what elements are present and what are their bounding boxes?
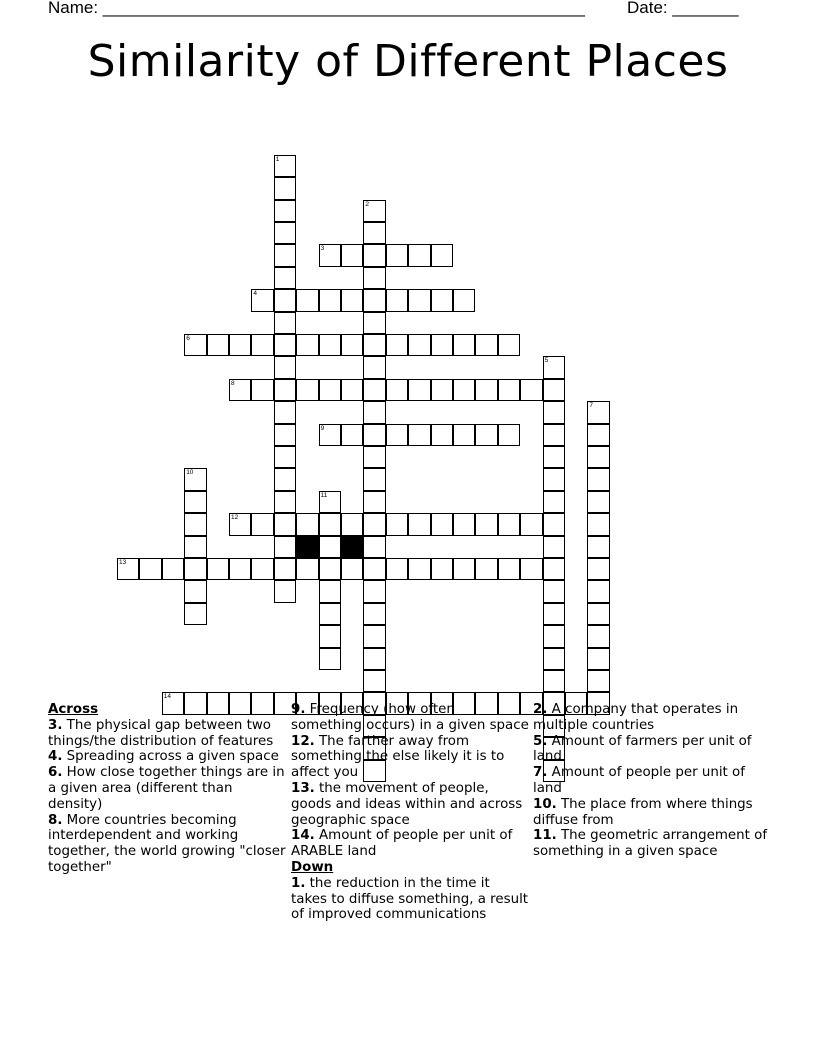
crossword-cell[interactable] [274,580,296,602]
clue-number: 9 [320,424,325,432]
crossword-cell[interactable] [543,670,565,692]
crossword-cell[interactable] [319,558,341,580]
crossword-cell[interactable] [453,334,475,356]
crossword-cell[interactable] [363,424,385,446]
crossword-cell[interactable] [296,513,318,535]
crossword-cell[interactable] [229,558,251,580]
crossword-cell[interactable] [341,379,363,401]
crossword-cell[interactable] [475,424,497,446]
clue-down-1: 1. the reduction in the time it takes to diffuse something, a result of improved communications [291,875,529,923]
clue-across-8: 8. More countries becoming interdependent and working together, the world growing "closer together" [48,812,286,875]
crossword-cell[interactable] [363,244,385,266]
crossword-cell[interactable] [520,379,542,401]
crossword-cell[interactable] [274,200,296,222]
crossword-cell[interactable] [386,558,408,580]
crossword-cell[interactable] [229,334,251,356]
crossword-cell[interactable] [251,558,273,580]
crossword-cell[interactable] [386,244,408,266]
clue-across-4: 4. Spreading across a given space [48,749,279,765]
crossword-cell[interactable] [543,625,565,647]
down-heading: Down [291,859,334,875]
crossword-cell[interactable] [363,200,385,222]
crossword-cell[interactable] [431,334,453,356]
crossword-cell[interactable] [274,536,296,558]
crossword-cell[interactable] [341,334,363,356]
crossword-cell[interactable] [363,312,385,334]
clue-down-2: 2. A company that operates in multiple countries [533,702,739,733]
crossword-cell[interactable] [431,244,453,266]
crossword-cell[interactable] [207,558,229,580]
black-square [341,536,363,558]
crossword-cell[interactable] [139,558,161,580]
clue-column-1 [48,702,286,876]
clue-down-5: 5. Amount of farmers per unit of land [533,733,752,765]
crossword-cell[interactable] [274,267,296,289]
crossword-cell[interactable] [363,536,385,558]
crossword-cell[interactable] [520,513,542,535]
crossword-cell[interactable] [543,558,565,580]
crossword-cell[interactable] [363,289,385,311]
crossword-cell[interactable] [184,513,206,535]
crossword-cell[interactable] [319,513,341,535]
crossword-cell[interactable] [386,424,408,446]
crossword-cell[interactable] [274,446,296,468]
crossword-cell[interactable] [184,558,206,580]
clue-across-9: 9. Frequency (how often something occurs) in a given space [291,702,529,733]
crossword-cell[interactable] [274,222,296,244]
page-title: Similarity of Different Places [87,36,729,87]
crossword-cell[interactable] [431,424,453,446]
crossword-cell[interactable] [587,670,609,692]
crossword-cell[interactable] [229,513,251,535]
crossword-cell[interactable] [363,401,385,423]
crossword-cell[interactable] [408,334,430,356]
crossword-cell[interactable] [319,625,341,647]
clue-number: 2 [365,200,370,208]
crossword-cell[interactable] [117,558,139,580]
crossword-cell[interactable] [408,379,430,401]
crossword-cell[interactable] [296,289,318,311]
crossword-cell[interactable] [319,379,341,401]
crossword-cell[interactable] [251,334,273,356]
crossword-cell[interactable] [587,446,609,468]
clue-across-6: 6. How close together things are in a given area (different than density) [48,765,285,812]
crossword-cell[interactable] [341,424,363,446]
crossword-cell[interactable] [431,558,453,580]
crossword-cell[interactable] [498,334,520,356]
crossword-cell[interactable] [251,289,273,311]
crossword-cell[interactable] [431,379,453,401]
clue-number: 7 [589,402,594,410]
crossword-cell[interactable] [587,424,609,446]
crossword-cell[interactable] [408,289,430,311]
crossword-cell[interactable] [543,580,565,602]
clue-number: 14 [163,693,172,701]
crossword-cell[interactable] [319,648,341,670]
crossword-cell[interactable] [274,379,296,401]
clue-across-12: 12. The farther away from something the else likely it is to affect you [291,733,505,781]
clue-across-13: 13. the movement of people, goods and ideas within and across geographic space [291,780,523,828]
crossword-cell[interactable] [587,558,609,580]
crossword-cell[interactable] [296,379,318,401]
crossword-cell[interactable] [341,513,363,535]
crossword-cell[interactable] [363,267,385,289]
crossword-cell[interactable] [543,536,565,558]
crossword-cell[interactable] [274,312,296,334]
crossword-cell[interactable] [319,491,341,513]
crossword-cell[interactable] [543,491,565,513]
crossword-cell[interactable] [319,580,341,602]
crossword-cell[interactable] [475,379,497,401]
crossword-cell[interactable] [274,177,296,199]
crossword-cell[interactable] [587,536,609,558]
crossword-cell[interactable] [363,491,385,513]
clue-across-3: 3. The physical gap between two things/the distribution of features [48,717,274,749]
crossword-cell[interactable] [363,334,385,356]
crossword-cell[interactable] [408,558,430,580]
crossword-cell[interactable] [363,670,385,692]
crossword-cell[interactable] [386,379,408,401]
crossword-cell[interactable] [587,625,609,647]
crossword-cell[interactable] [319,424,341,446]
crossword-cell[interactable] [543,446,565,468]
crossword-cell[interactable] [319,536,341,558]
crossword-cell[interactable] [274,244,296,266]
crossword-cell[interactable] [341,244,363,266]
crossword-cell[interactable] [475,334,497,356]
crossword-cell[interactable] [319,244,341,266]
across-heading: Across [48,702,99,717]
crossword-cell[interactable] [296,334,318,356]
clue-number: 11 [320,491,328,499]
crossword-cell[interactable] [431,513,453,535]
crossword-cell[interactable] [184,334,206,356]
crossword-cell[interactable] [184,603,206,625]
crossword-cell[interactable] [498,379,520,401]
crossword-cell[interactable] [251,513,273,535]
clue-column-2 [291,702,529,923]
crossword-cell[interactable] [453,558,475,580]
crossword-cell[interactable] [274,424,296,446]
crossword-cell[interactable] [475,558,497,580]
clue-number: 3 [320,245,325,253]
crossword-cell[interactable] [543,603,565,625]
crossword-cell[interactable] [543,468,565,490]
crossword-cell[interactable] [543,356,565,378]
crossword-cell[interactable] [587,401,609,423]
crossword-cell[interactable] [363,580,385,602]
crossword-cell[interactable] [363,468,385,490]
crossword-cell[interactable] [274,468,296,490]
name-field[interactable]: Name: ___________________________________________________ [48,0,585,17]
crossword-cell[interactable] [543,401,565,423]
crossword-cell[interactable] [274,289,296,311]
crossword-cell[interactable] [408,513,430,535]
crossword-cell[interactable] [543,379,565,401]
crossword-cell[interactable] [498,424,520,446]
crossword-cell[interactable] [453,289,475,311]
crossword-cell[interactable] [408,424,430,446]
clue-down-7: 7. Amount of people per unit of land [533,765,745,796]
crossword-cell[interactable] [184,580,206,602]
crossword-cell[interactable] [453,379,475,401]
clue-column-3 [533,702,771,860]
crossword-cell[interactable] [431,289,453,311]
crossword-cell[interactable] [587,468,609,490]
clue-number: 4 [253,290,258,298]
black-square [296,536,318,558]
crossword-cell[interactable] [184,491,206,513]
crossword-cell[interactable] [363,625,385,647]
crossword-cell[interactable] [207,334,229,356]
crossword-cell[interactable] [587,513,609,535]
crossword-cell[interactable] [587,648,609,670]
crossword-cell[interactable] [363,648,385,670]
crossword-cell[interactable] [363,222,385,244]
clue-number: 12 [231,514,239,522]
crossword-cell[interactable] [453,424,475,446]
crossword-cell[interactable] [520,558,542,580]
crossword-cell[interactable] [363,603,385,625]
date-field[interactable]: Date: _______ [627,0,739,17]
clue-number: 6 [186,335,190,342]
crossword-cell[interactable] [408,244,430,266]
crossword-cell[interactable] [251,379,273,401]
clue-number: 10 [186,469,194,477]
crossword-cell[interactable] [296,558,318,580]
crossword-cell[interactable] [363,513,385,535]
crossword-cell[interactable] [162,558,184,580]
crossword-cell[interactable] [475,513,497,535]
crossword-cell[interactable] [319,603,341,625]
clue-number: 5 [544,357,549,365]
crossword-cell[interactable] [498,558,520,580]
clue-down-10: 10. The place from where things diffuse from [533,796,753,828]
crossword-cell[interactable] [274,491,296,513]
crossword-cell[interactable] [453,513,475,535]
crossword-cell[interactable] [386,289,408,311]
crossword-cell[interactable] [386,513,408,535]
crossword-cell[interactable] [543,648,565,670]
crossword-cell[interactable] [274,513,296,535]
crossword-cell[interactable] [319,334,341,356]
crossword-cell[interactable] [498,513,520,535]
crossword-cell[interactable] [587,491,609,513]
crossword-cell[interactable] [363,446,385,468]
clue-down-11: 11. The geometric arrangement of something in a given space [533,828,768,860]
crossword-cell[interactable] [274,356,296,378]
crossword-cell[interactable] [184,536,206,558]
clue-across-14: 14. Amount of people per unit of ARABLE land [291,828,513,860]
crossword-cell[interactable] [543,424,565,446]
crossword-cell[interactable] [386,334,408,356]
crossword-cell[interactable] [363,356,385,378]
crossword-cell[interactable] [587,580,609,602]
clue-number: 8 [231,379,235,387]
crossword-cell[interactable] [274,401,296,423]
crossword-cell[interactable] [229,379,251,401]
crossword-cell[interactable] [274,558,296,580]
crossword-cell[interactable] [363,558,385,580]
crossword-cell[interactable] [363,379,385,401]
crossword-cell[interactable] [274,155,296,177]
crossword-cell[interactable] [341,558,363,580]
crossword-cell[interactable] [184,468,206,490]
crossword-cell[interactable] [319,289,341,311]
clue-number: 1 [275,155,280,163]
crossword-cell[interactable] [543,513,565,535]
crossword-cell[interactable] [587,603,609,625]
clue-number: 13 [119,559,127,566]
crossword-cell[interactable] [274,334,296,356]
crossword-cell[interactable] [341,289,363,311]
